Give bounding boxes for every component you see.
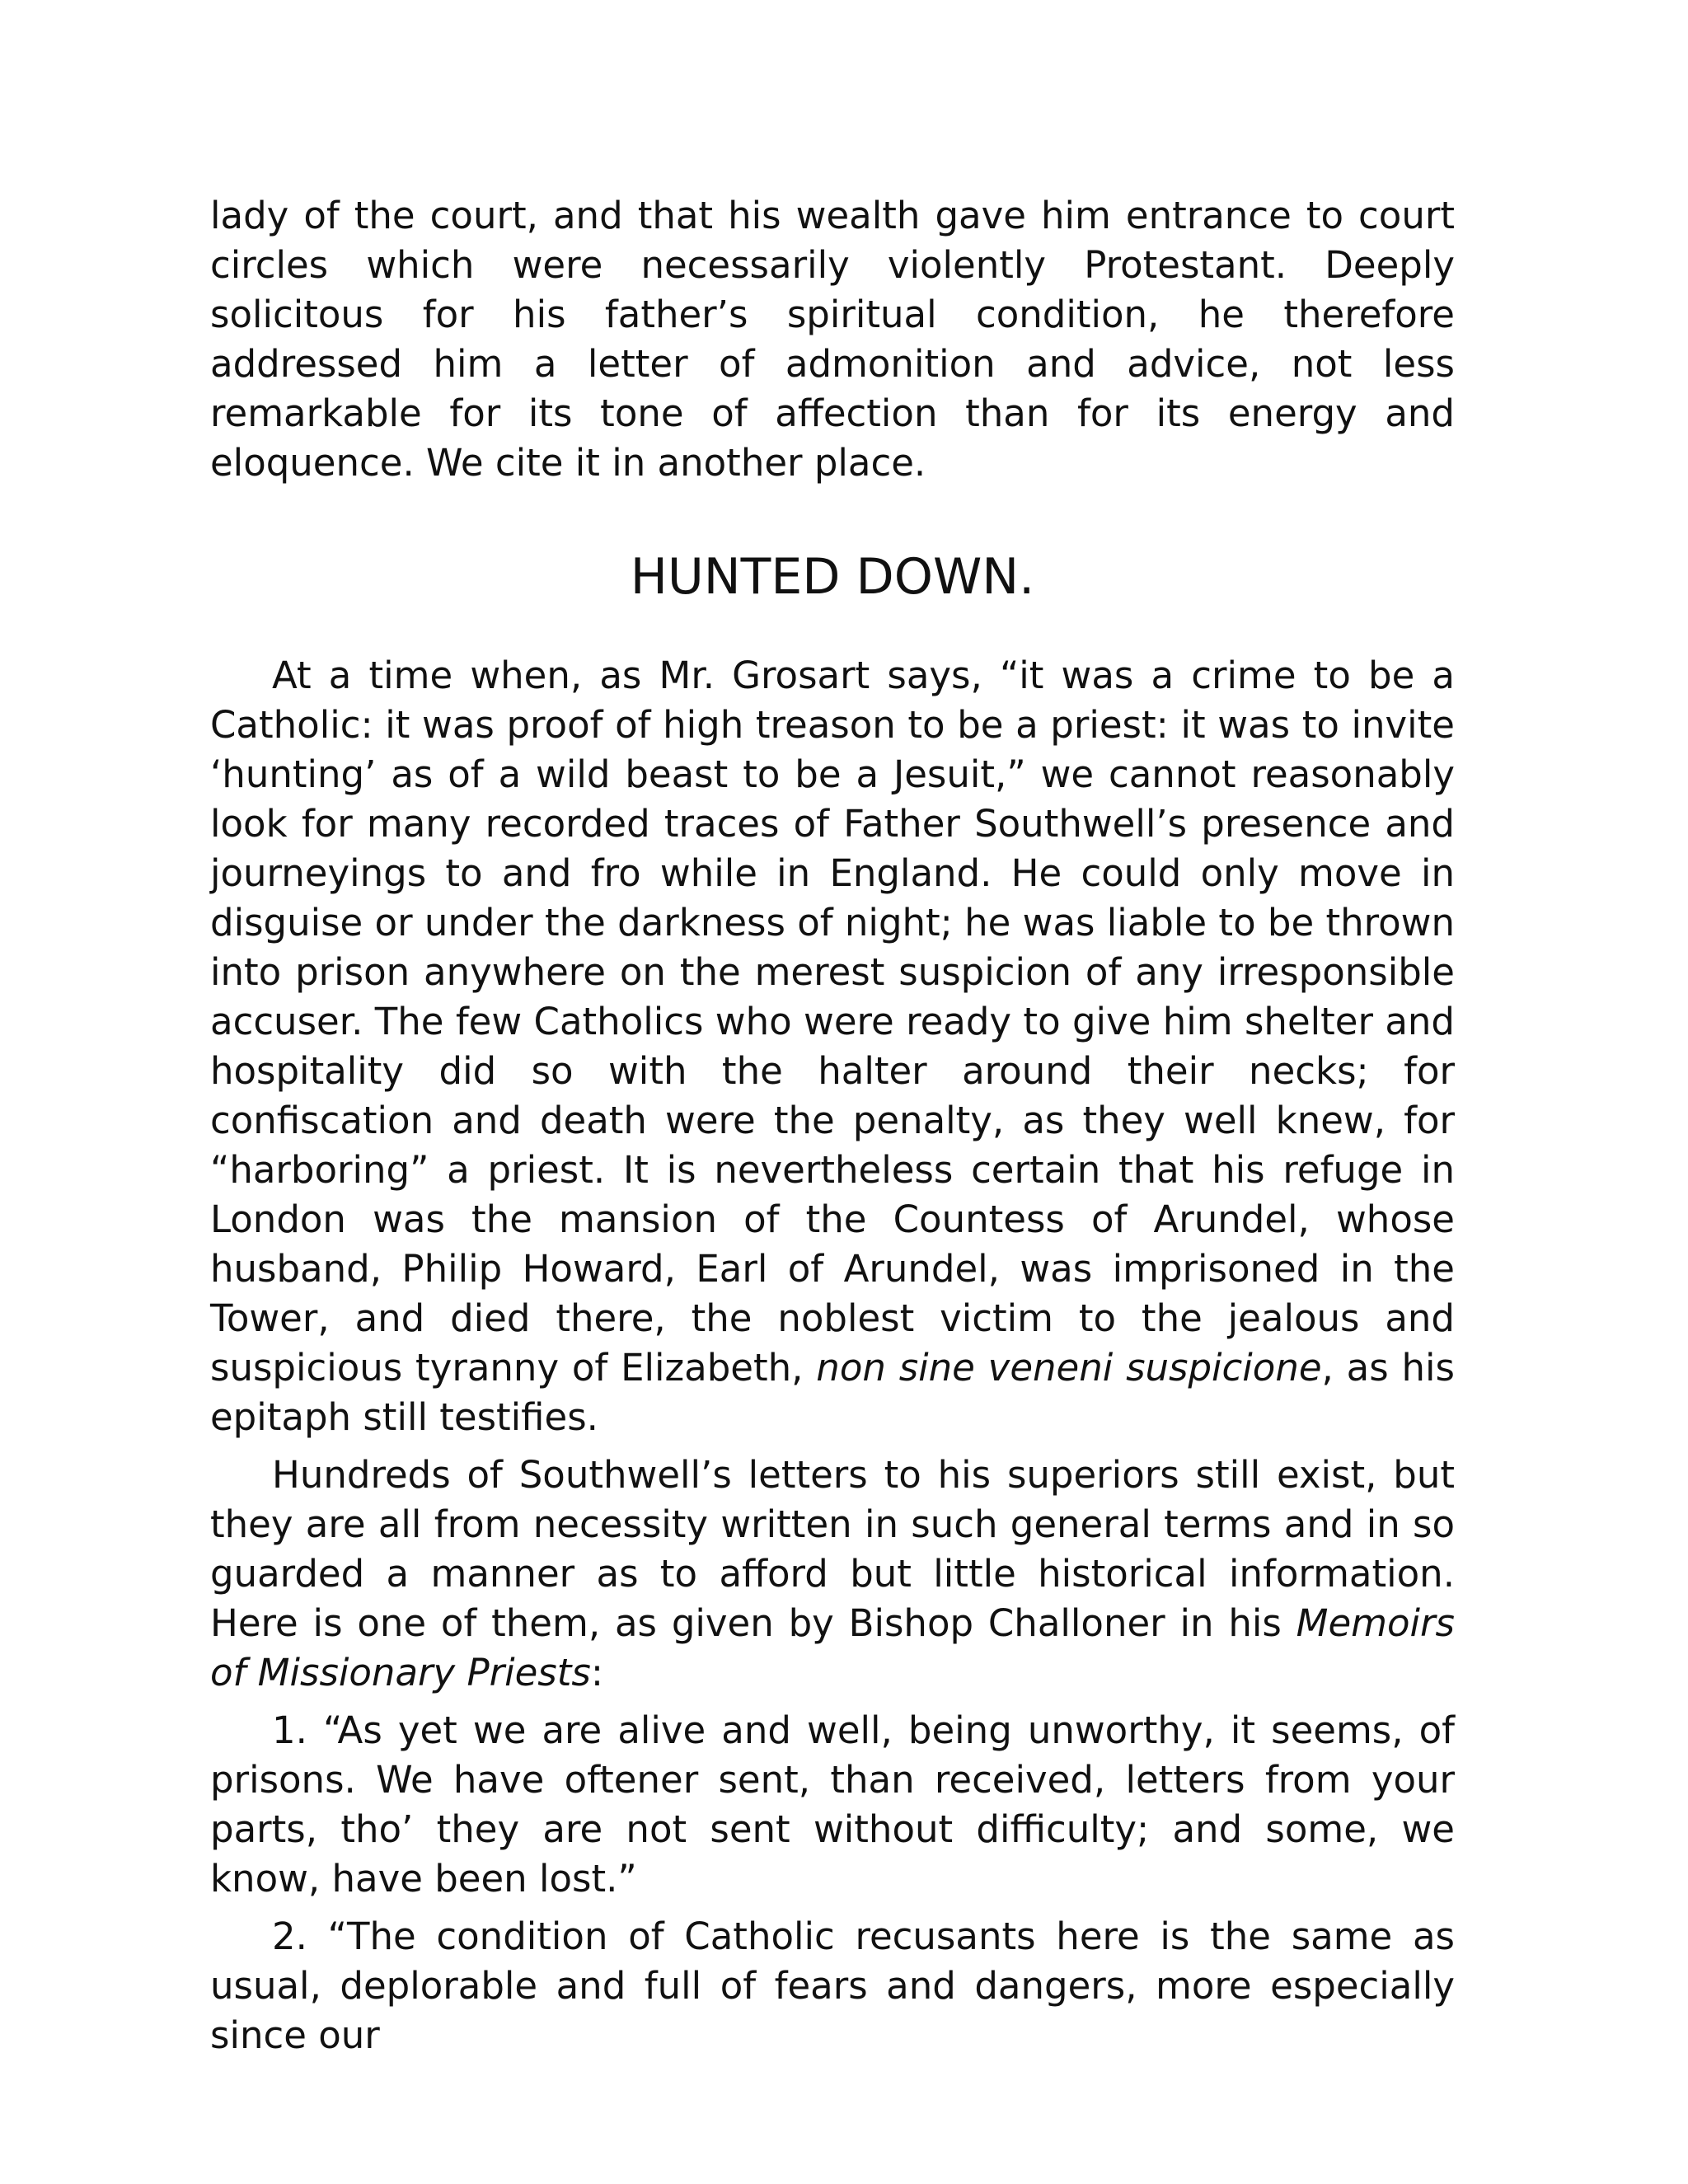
letter-item-1: 1. “As yet we are alive and well, being unworthy, it seems, of prisons. We have oftener sent, than received, letters from your parts, tho’ they are not sent without difficulty; and some, we know, have been lost.” [210, 1708, 1455, 1900]
paragraph-letters [210, 1451, 1455, 1698]
paragraph-text: At a time when, as Mr. Grosart says, “it was a crime to be a Catholic: it was proof of high treason to be a priest: it was to invite ‘hunting’ as of a wild beast to be a Jesuit,” we cannot reasonably look for many recorded traces of Father Southwell’s presence and journeyings to and fro while in England. He could only move in disguise or under the darkness of night; he was liable to be thrown into prison anywhere on the merest suspicion of any irresponsible accuser. The few Catholics who were ready to give him shelter and hospitality did so with the halter around their necks; for confiscation and death were the penalty, as they well knew, for “harboring” a priest. It is nevertheless certain that his refuge in London was the mansion of the Countess of Arundel, whose husband, Philip Howard, Earl of Arundel, was imprisoned in the Tower, and died there, the noblest victim to the jealous and suspicious tyranny of Elizabeth, [210, 654, 1455, 1390]
book-page [210, 191, 1455, 2060]
paragraph-text-end: : [590, 1651, 603, 1694]
latin-phrase: non sine veneni suspicione [816, 1346, 1322, 1390]
book-title: Memoirs of Missionary Priests [210, 1601, 1455, 1694]
letter-item-2: 2. “The condition of Catholic recusants here is the same as usual, deplorable and full of fears and dangers, more especially since our [210, 1915, 1455, 2057]
paragraph-continued: lady of the court, and that his wealth gave him entrance to court circles which were necessarily violently Protestant. Deeply solicitous for his father’s spiritual condition, he therefore addressed him a letter of admonition and advice, not less remarkable for its tone of affection than for its energy and eloquence. We cite it in another place. [210, 194, 1455, 485]
paragraph-text-end: , as his epitaph still testifies. [210, 1346, 1455, 1439]
section-heading: HUNTED DOWN. [630, 548, 1035, 606]
paragraph-text: Hundreds of Southwell’s letters to his superiors still exist, but they are all from necessity written in such general terms and in so guarded a manner as to afford but little historical information. Here is one of them, as given by Bishop Challoner in his [210, 1453, 1455, 1645]
paragraph-hunted-down [210, 651, 1455, 1442]
